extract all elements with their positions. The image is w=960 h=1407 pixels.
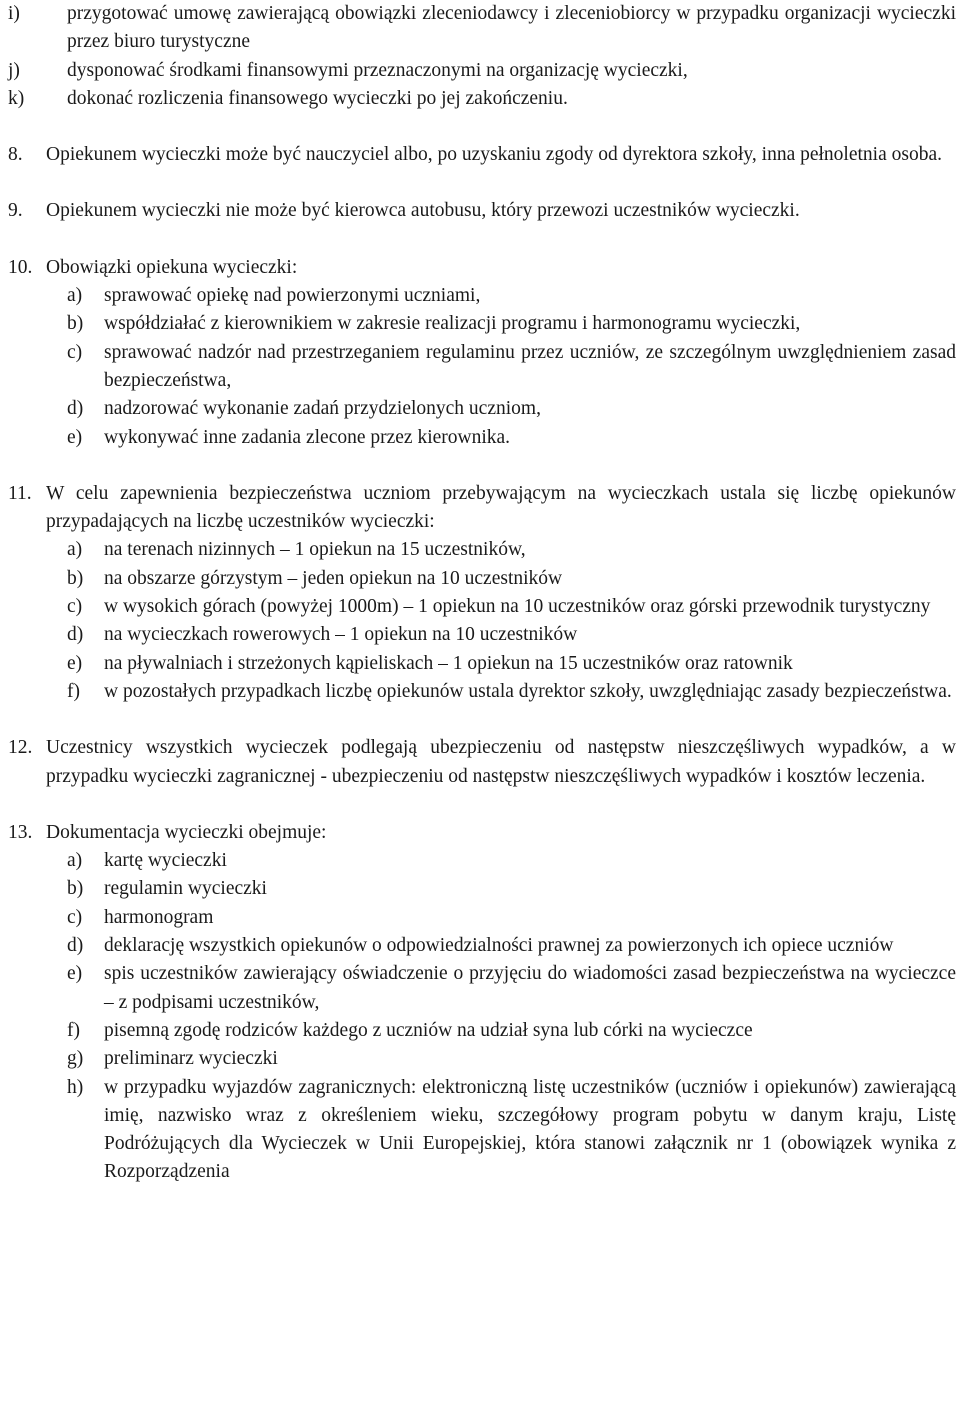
list-item [0, 395, 960, 423]
list-item-label: b) [67, 313, 84, 335]
point-number: 11. [8, 482, 32, 504]
list-item [0, 847, 960, 875]
list-item-label: e) [67, 426, 83, 448]
point-number: 9. [8, 200, 23, 222]
point-paragraph [0, 480, 960, 537]
list-item-text: w przypadku wyjazdów zagranicznych: elektroniczną listę uczestników (uczniów i opiekunów) zawierającą imię, nazwisko wraz z określeniem wieku, szczegółowy program pobytu w danym kraju, Listę Podróżujących dla Wycieczek w Unii Europejskiej, która stanowi załącznik nr 1 (obowiązek wynika z Rozporządzenia [104, 1076, 956, 1183]
list-item [0, 904, 960, 932]
point-text: W celu zapewnienia bezpieczeństwa uczniom przebywającym na wycieczkach ustala się liczbę opiekunów przypadających na liczbę uczestników wycieczki: [46, 482, 956, 533]
points-list [0, 113, 960, 1187]
point-sublist [0, 536, 960, 706]
list-item-label: c) [67, 341, 83, 363]
list-item-text: kartę wycieczki [104, 850, 227, 872]
point-text: Obowiązki opiekuna wycieczki: [46, 256, 298, 278]
list-item-label: h) [67, 1076, 84, 1098]
point-number: 13. [8, 821, 33, 843]
list-item [0, 536, 960, 564]
list-item-text: pisemną zgodę rodziców każdego z uczniów na udział syna lub córki na wycieczce [104, 1019, 753, 1041]
paragraph-gap [0, 452, 960, 480]
list-item-label: a) [67, 850, 83, 872]
list-item-label: b) [67, 567, 84, 589]
list-item-label: d) [67, 624, 84, 646]
list-item-text: na pływalniach i strzeżonych kąpieliskach – 1 opiekun na 15 uczestników oraz ratownik [104, 652, 793, 674]
list-item-text: na terenach nizinnych – 1 opiekun na 15 uczestników, [104, 539, 526, 561]
list-item [0, 424, 960, 452]
list-item-label: i) [8, 3, 20, 24]
numbered-point [0, 169, 960, 225]
list-item [0, 621, 960, 649]
list-item-label: c) [67, 906, 83, 928]
list-item-text: wykonywać inne zadania zlecone przez kierownika. [104, 426, 511, 448]
list-item-text: w wysokich górach (powyżej 1000m) – 1 opiekun na 10 uczestników oraz górski przewodnik turystyczny [104, 596, 931, 618]
list-item [0, 339, 960, 396]
intro-list [0, 0, 960, 113]
paragraph-gap [0, 169, 960, 197]
list-item-label: e) [67, 963, 83, 985]
list-item-label: d) [67, 398, 84, 420]
list-item-text: spis uczestników zawierający oświadczenie o przyjęciu do wiadomości zasad bezpieczeństwa na wycieczce – z podpisami uczestników, [104, 963, 956, 1013]
paragraph-gap [0, 706, 960, 734]
list-item-text: dysponować środkami finansowymi przeznaczonymi na organizację wycieczki, [67, 59, 688, 81]
point-sublist [0, 282, 960, 452]
list-item-text: w pozostałych przypadkach liczbę opiekunów ustala dyrektor szkoły, uwzględniając zasady bezpieczeństwa. [104, 680, 952, 702]
numbered-point [0, 452, 960, 706]
list-item-text: preliminarz wycieczki [104, 1048, 278, 1070]
numbered-point [0, 706, 960, 791]
list-item-label: b) [67, 878, 84, 900]
list-item [0, 0, 960, 57]
list-item-label: e) [67, 652, 83, 674]
list-item-text: dokonać rozliczenia finansowego wycieczki po jej zakończeniu. [67, 87, 568, 109]
list-item-text: współdziałać z kierownikiem w zakresie realizacji programu i harmonogramu wycieczki, [104, 313, 801, 335]
list-item-label: f) [67, 680, 80, 702]
paragraph-gap [0, 791, 960, 819]
numbered-point [0, 226, 960, 452]
list-item [0, 932, 960, 960]
list-item [0, 593, 960, 621]
point-number: 10. [8, 256, 33, 278]
list-item-text: regulamin wycieczki [104, 878, 267, 900]
list-item-text: przygotować umowę zawierającą obowiązki zleceniodawcy i zleceniobiorcy w przypadku organizacji wycieczki przez biuro turystyczne [67, 3, 956, 53]
point-text: Opiekunem wycieczki nie może być kierowca autobusu, który przewozi uczestników wycieczki. [46, 200, 800, 222]
paragraph-gap [0, 113, 960, 141]
list-item-label: a) [67, 285, 83, 307]
list-item [0, 85, 960, 113]
list-item [0, 1074, 960, 1187]
list-item [0, 678, 960, 706]
point-text: Dokumentacja wycieczki obejmuje: [46, 821, 327, 843]
point-number: 12. [8, 737, 33, 759]
list-item [0, 310, 960, 338]
list-item [0, 57, 960, 85]
list-item [0, 650, 960, 678]
point-text: Uczestnicy wszystkich wycieczek podlegają ubezpieczeniu od następstw nieszczęśliwych wypadków, a w przypadku wycieczki zagranicznej - ubezpieczeniu od następstw nieszczęśliwych wypadków i kosztów leczenia. [46, 737, 956, 787]
list-item-label: f) [67, 1019, 80, 1041]
list-item [0, 875, 960, 903]
point-paragraph [0, 819, 960, 847]
list-item [0, 1045, 960, 1073]
list-item-label: j) [8, 59, 20, 81]
list-item-label: g) [67, 1048, 84, 1070]
list-item-text: nadzorować wykonanie zadań przydzielonych uczniom, [104, 398, 541, 420]
numbered-point [0, 113, 960, 169]
list-item [0, 282, 960, 310]
list-item-label: d) [67, 935, 84, 957]
point-paragraph [0, 734, 960, 791]
list-item-label: c) [67, 596, 83, 618]
list-item [0, 960, 960, 1017]
list-item-text: na wycieczkach rowerowych – 1 opiekun na 10 uczestników [104, 624, 578, 646]
point-paragraph [0, 197, 960, 225]
point-sublist [0, 847, 960, 1187]
list-item-text: na obszarze górzystym – jeden opiekun na 10 uczestników [104, 567, 563, 589]
list-item-label: k) [8, 87, 25, 109]
numbered-point [0, 791, 960, 1187]
list-item-text: sprawować nadzór nad przestrzeganiem regulaminu przez uczniów, ze szczególnym uwzględnieniem zasad bezpieczeństwa, [104, 341, 956, 391]
point-paragraph [0, 254, 960, 282]
list-item-text: deklarację wszystkich opiekunów o odpowiedzialności prawnej za powierzonych ich opiece uczniów [104, 935, 894, 957]
list-item-label: a) [67, 539, 83, 561]
list-item-text: harmonogram [104, 906, 214, 928]
point-number: 8. [8, 144, 23, 166]
list-item [0, 565, 960, 593]
list-item-text: sprawować opiekę nad powierzonymi uczniami, [104, 285, 481, 307]
point-text: Opiekunem wycieczki może być nauczyciel albo, po uzyskaniu zgody od dyrektora szkoły, inna pełnoletnia osoba. [46, 144, 942, 166]
point-paragraph [0, 141, 960, 169]
paragraph-gap [0, 226, 960, 254]
list-item [0, 1017, 960, 1045]
